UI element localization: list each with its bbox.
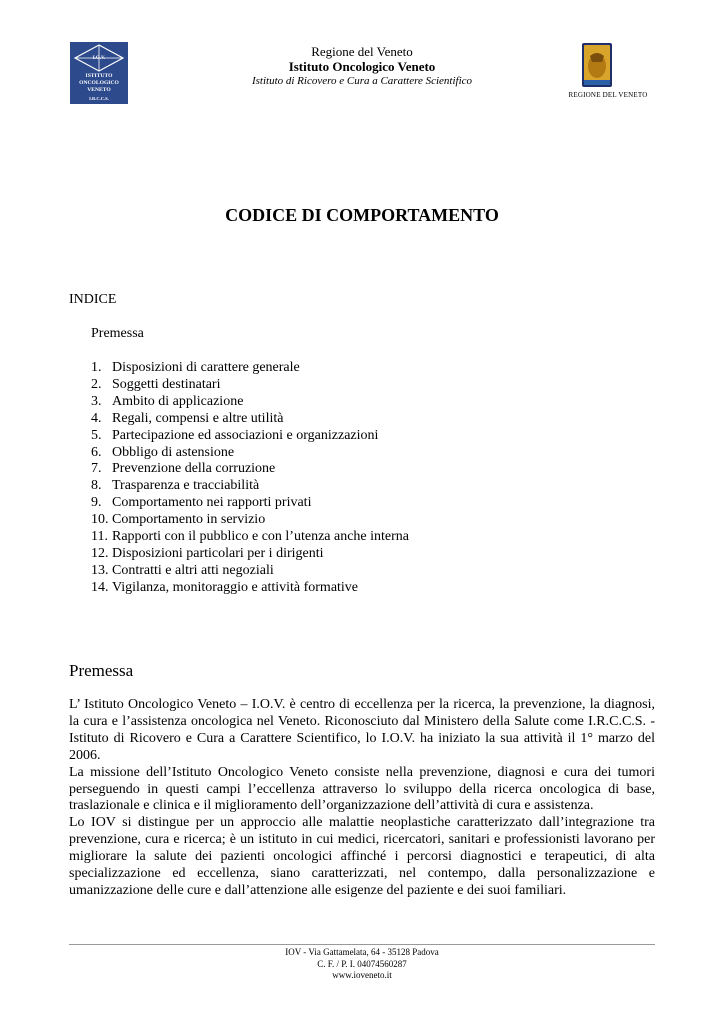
institute-subtitle: Istituto di Ricovero e Cura a Carattere Scientifico: [251, 75, 473, 87]
toc-item-number: 4.: [91, 410, 102, 426]
toc-item: [91, 580, 409, 597]
toc-item-number: 13.: [91, 562, 109, 578]
toc-item: [91, 478, 409, 495]
lion-emblem-icon: [568, 42, 648, 90]
footer: [0, 947, 724, 982]
toc-item: [91, 495, 409, 512]
toc-item-text: Obbligo di astensione: [112, 444, 235, 460]
toc-item-number: 2.: [91, 376, 102, 392]
toc-item: [91, 529, 409, 546]
paragraph: La missione dell’Istituto Oncologico Veneto consiste nella prevenzione, diagnosi e cura dei tumori perseguendo in questi campi l’eccellenza attraverso lo sviluppo della ricerca oncologica di base, traslazionale e clinica e il miglioramento dell’organizzazione dell’attività di cura e assistenza.: [69, 764, 655, 814]
iov-logo-text-3: ONCOLOGICO: [79, 80, 119, 86]
index-heading: INDICE: [69, 292, 117, 307]
toc-item: [91, 428, 409, 445]
toc-item: [91, 461, 409, 478]
toc-item-text: Trasparenza e tracciabilità: [112, 478, 260, 494]
toc-item: [91, 394, 409, 411]
toc-item: [91, 411, 409, 428]
toc-item: [91, 546, 409, 563]
iov-logo-text-1: I.O.V.: [92, 56, 106, 61]
iov-logo-text-2: ISTITUTO: [85, 73, 113, 79]
toc-item-text: Contratti e altri atti negoziali: [112, 562, 274, 578]
toc-item-text: Regali, compensi e altre utilità: [112, 410, 284, 426]
region-name: Regione del Veneto: [311, 44, 413, 59]
toc-item-text: Soggetti destinatari: [112, 376, 221, 392]
toc-item-number: 1.: [91, 360, 102, 375]
toc-item: [91, 445, 409, 462]
iov-logo-text-4: VENETO: [87, 87, 111, 93]
toc-item-number: 6.: [91, 444, 102, 460]
toc-item-number: 9.: [91, 495, 102, 511]
paragraph: L’ Istituto Oncologico Veneto – I.O.V. è centro di eccellenza per la ricerca, la prevenzione, la diagnosi, la cura e l’assistenza oncologica nel Veneto. Riconosciuto dal Ministero della Salute come I.R.C.C.S. - Istituto di Ricovero e Cura a Carattere Scientifico, lo I.O.V. ha iniziato la sua attività il 1° marzo del 2006.: [69, 697, 655, 763]
toc-item: [91, 512, 409, 529]
toc-item-text: Partecipazione ed associazioni e organizzazioni: [112, 427, 379, 443]
toc-item-number: 5.: [91, 427, 102, 443]
iov-logo-text-5: I.R.C.C.S.: [89, 96, 109, 101]
footer-tax-code: C. F. / P. I. 04074560287: [317, 958, 407, 969]
footer-website: www.ioveneto.it: [332, 970, 392, 980]
toc-item-text: Rapporti con il pubblico e con l’utenza anche interna: [112, 529, 410, 545]
toc-item-text: Comportamento in servizio: [112, 512, 266, 528]
toc-item: [91, 360, 409, 377]
table-of-contents: [91, 360, 409, 597]
toc-item-text: Prevenzione della corruzione: [112, 461, 276, 477]
region-logo-label: REGIONE DEL VENETO: [568, 91, 648, 99]
toc-item-text: Ambito di applicazione: [112, 393, 244, 409]
institute-name: Istituto Oncologico Veneto: [288, 59, 436, 74]
toc-item-text: Comportamento nei rapporti privati: [112, 495, 312, 511]
toc-item-number: 12.: [91, 545, 109, 561]
toc-item-number: 3.: [91, 393, 102, 409]
toc-item: [91, 563, 409, 580]
footer-divider: [69, 944, 655, 945]
toc-item: [91, 377, 409, 394]
toc-item-number: 8.: [91, 478, 102, 494]
paragraph: Lo IOV si distingue per un approccio alle malattie neoplastiche caratterizzato dall’integrazione tra prevenzione, cura e ricerca; è un istituto in cui medici, ricercatori, sanitari e professionisti lavorano per migliorare la salute dei pazienti oncologici affinché i percorsi diagnostici e terapeutici, di alta specializzazione ed eccellenza, siano caratterizzati, nel contempo, dalla personalizzazione e umanizzazione delle cure e dall’attenzione alle esigenze del paziente e dei suoi familiari.: [69, 815, 655, 898]
index-item-premessa: Premessa: [91, 326, 144, 341]
toc-item-number: 14.: [91, 579, 109, 595]
section-title-premessa: Premessa: [69, 661, 134, 680]
toc-item-number: 11.: [91, 529, 108, 545]
footer-address: IOV - Via Gattamelata, 64 - 35128 Padova: [285, 947, 439, 957]
premessa-body: [69, 697, 655, 900]
toc-item-text: Vigilanza, monitoraggio e attività formative: [112, 579, 359, 595]
document-title: CODICE DI COMPORTAMENTO: [225, 205, 499, 225]
toc-item-text: Disposizioni di carattere generale: [112, 360, 300, 375]
region-logo: [568, 42, 648, 102]
toc-item-number: 7.: [91, 461, 102, 477]
toc-item-text: Disposizioni particolari per i dirigenti: [112, 545, 324, 561]
toc-item-number: 10.: [91, 512, 109, 528]
